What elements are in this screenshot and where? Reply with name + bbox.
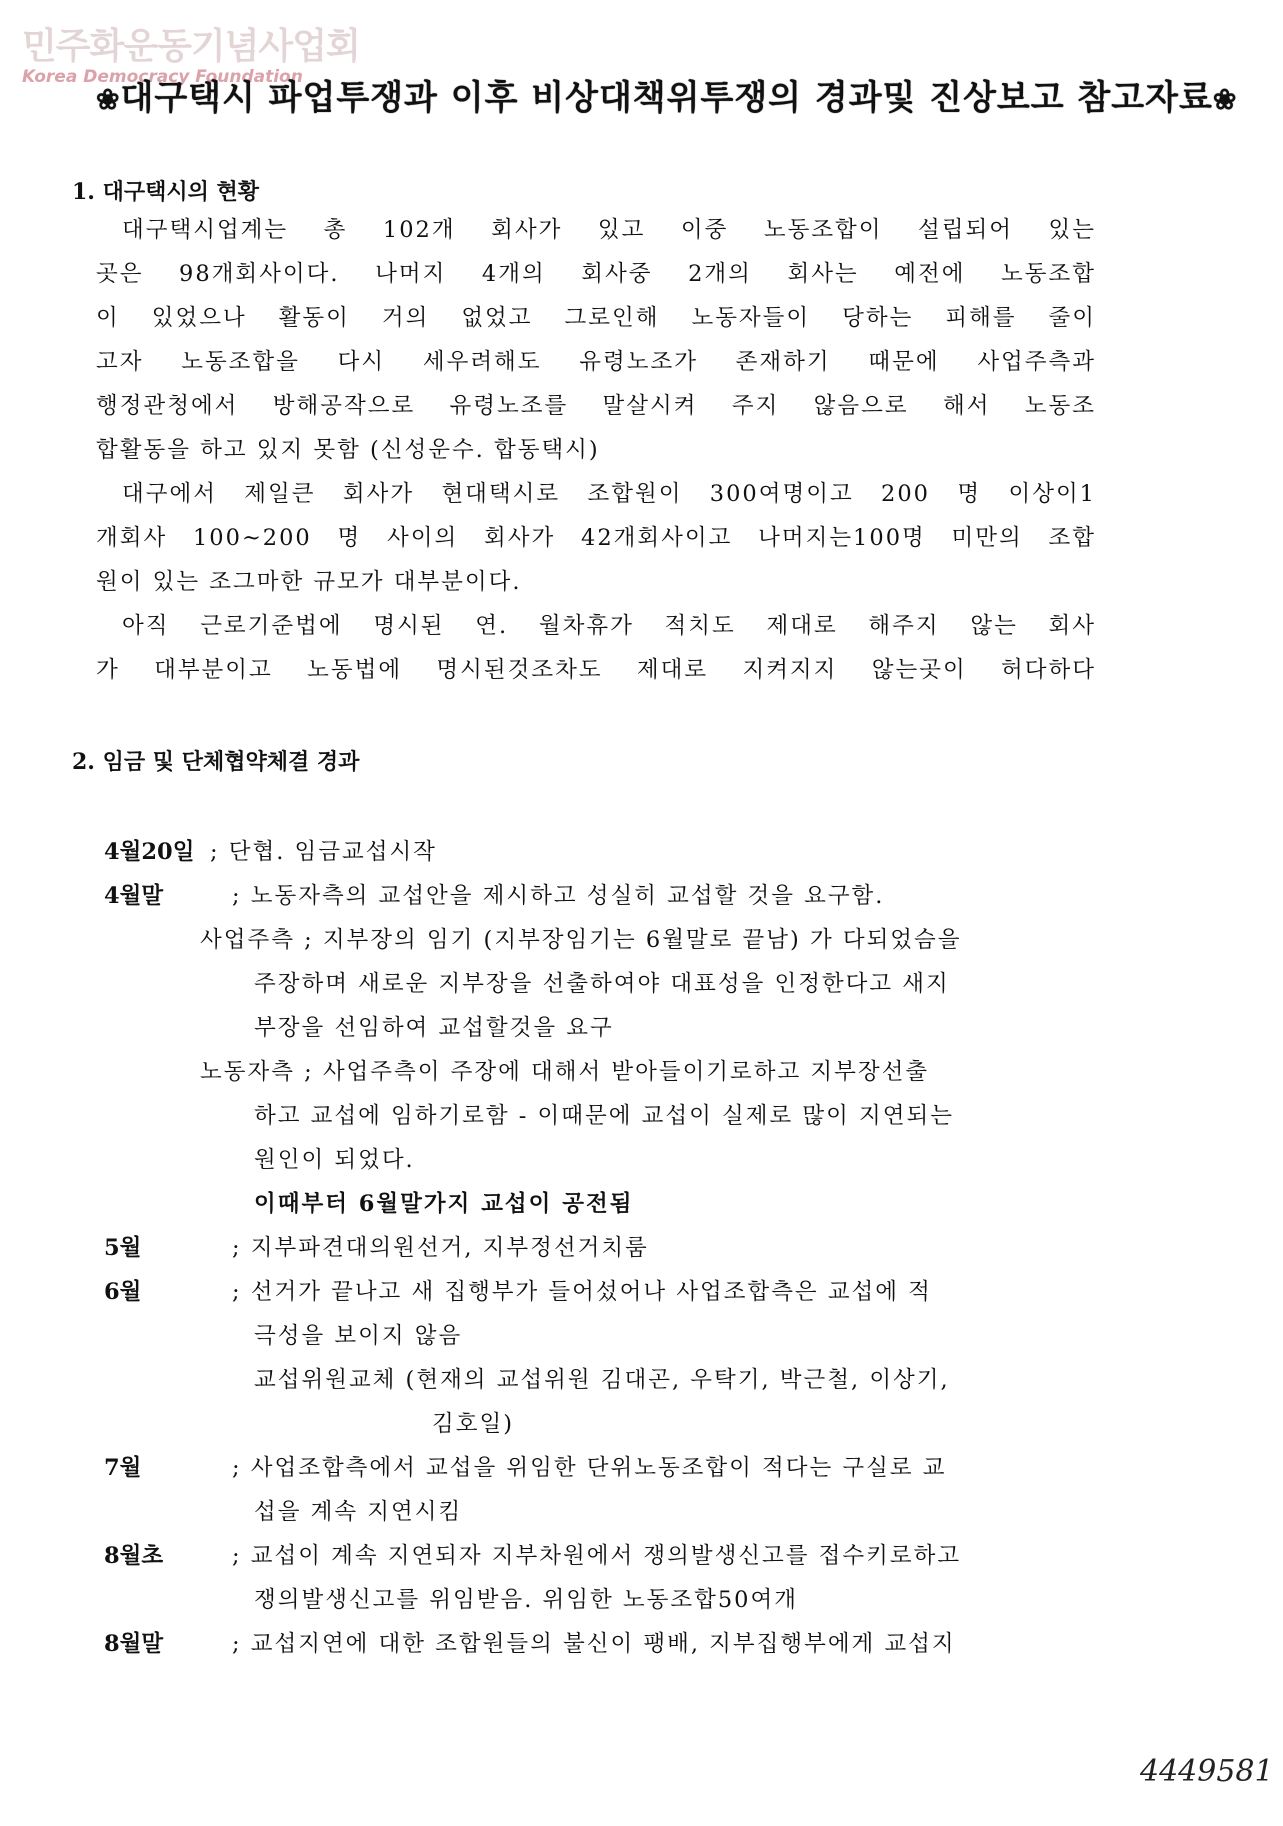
timeline-text: 섭을 계속 지연시킴 <box>254 1499 463 1525</box>
timeline-text: 사업주측 ; 지부장의 임기 (지부장임기는 6월말로 끝남) 가 다되었슴을 <box>200 927 962 953</box>
document-title-text: 대구택시 파업투쟁과 이후 비상대책위투쟁의 경과및 진상보고 참고자료 <box>120 78 1213 118</box>
clover-ornament-icon: ❀ <box>1212 83 1238 116</box>
timeline-text: 이때부터 6월말가지 교섭이 공전됨 <box>254 1191 634 1217</box>
timeline-text: 노동자측 ; 사업주측이 주장에 대해서 받아들이기로하고 지부장선출 <box>200 1059 930 1085</box>
timeline-text: ; 교섭이 계속 지연되자 지부차원에서 쟁의발생신고를 접수키로하고 <box>232 1543 962 1569</box>
timeline-date: 7월 <box>104 1455 142 1481</box>
text-line: 대구택시업계는 총 102개 회사가 있고 이중 노동조합이 설립되어 있는 <box>122 217 1096 243</box>
timeline-text: ; 지부파견대의원선거, 지부정선거치룸 <box>232 1235 649 1261</box>
timeline-text: 극성을 보이지 않음 <box>254 1323 463 1349</box>
text-line: 개회사 100~200 명 사이의 회사가 42개회사이고 나머지는100명 미만의 조합 <box>96 525 1096 551</box>
timeline-date: 5월 <box>104 1235 142 1261</box>
clover-ornament-icon: ❀ <box>96 83 121 116</box>
section-1-paragraph-1 <box>96 208 1096 472</box>
section-1-paragraph-2 <box>96 472 1096 604</box>
text-line: 아직 근로기준법에 명시된 연. 월차휴가 적치도 제대로 해주지 않는 회사 <box>122 613 1096 639</box>
timeline-date: 8월초 <box>104 1543 164 1569</box>
timeline-date: 4월20일 <box>104 839 195 865</box>
text-line: 대구에서 제일큰 회사가 현대택시로 조합원이 300여명이고 200 명 이상이1 <box>122 481 1096 507</box>
timeline-date: 4월말 <box>104 883 164 909</box>
text-line: 이 있었으나 활동이 거의 없었고 그로인해 노동자들이 당하는 피해를 줄이 <box>96 305 1096 331</box>
timeline-date: 6월 <box>104 1279 142 1305</box>
watermark-english: Korea Democracy Foundation <box>22 67 303 87</box>
timeline-date: 8월말 <box>104 1631 164 1657</box>
timeline-text: ; 선거가 끝나고 새 집행부가 들어섰어나 사업조합측은 교섭에 적 <box>232 1279 932 1305</box>
text-line: 합활동을 하고 있지 못함 (신성운수. 합동택시) <box>96 437 600 463</box>
text-line: 원이 있는 조그마한 규모가 대부분이다. <box>96 569 522 595</box>
text-line: 곳은 98개회사이다. 나머지 4개의 회사중 2개의 회사는 예전에 노동조합 <box>96 261 1096 287</box>
timeline-text: ; 교섭지연에 대한 조합원들의 불신이 팽배, 지부집행부에게 교섭지 <box>232 1631 956 1657</box>
watermark-korean: 민주화운동기념사업회 <box>22 26 360 67</box>
timeline-text: ; 노동자측의 교섭안을 제시하고 성실히 교섭할 것을 요구함. <box>232 883 885 909</box>
timeline-text: 쟁의발생신고를 위임받음. 위임한 노동조합50여개 <box>254 1587 798 1613</box>
timeline-text: 주장하며 새로운 지부장을 선출하여야 대표성을 인정한다고 새지 <box>254 971 950 997</box>
timeline-text: 부장을 선임하여 교섭할것을 요구 <box>254 1015 614 1041</box>
timeline-text: ; 사업조합측에서 교섭을 위임한 단위노동조합이 적다는 구실로 교 <box>232 1455 947 1481</box>
section-2-heading: 2. 임금 및 단체협약체결 경과 <box>72 749 360 775</box>
text-line: 행정관청에서 방해공작으로 유령노조를 말살시켜 주지 않음으로 해서 노동조 <box>96 393 1096 419</box>
timeline-text: 하고 교섭에 임하기로함 - 이때문에 교섭이 실제로 많이 지연되는 <box>254 1103 954 1129</box>
timeline-text: ; 단협. 임금교섭시작 <box>210 839 437 865</box>
timeline-text: 김호일) <box>432 1411 514 1437</box>
section-1-paragraph-3 <box>96 604 1096 692</box>
text-line: 고자 노동조합을 다시 세우려해도 유령노조가 존재하기 때문에 사업주측과 <box>96 349 1096 375</box>
section-1-heading: 1. 대구택시의 현황 <box>72 179 260 205</box>
timeline-text: 교섭위원교체 (현재의 교섭위원 김대곤, 우탁기, 박근철, 이상기, <box>254 1367 950 1393</box>
text-line: 가 대부분이고 노동법에 명시된것조차도 제대로 지켜지지 않는곳이 허다하다 <box>96 657 1096 683</box>
timeline-text: 원인이 되었다. <box>254 1147 415 1173</box>
archive-number-stamp: 4449581 <box>1140 1754 1274 1789</box>
document-title <box>96 70 1238 119</box>
